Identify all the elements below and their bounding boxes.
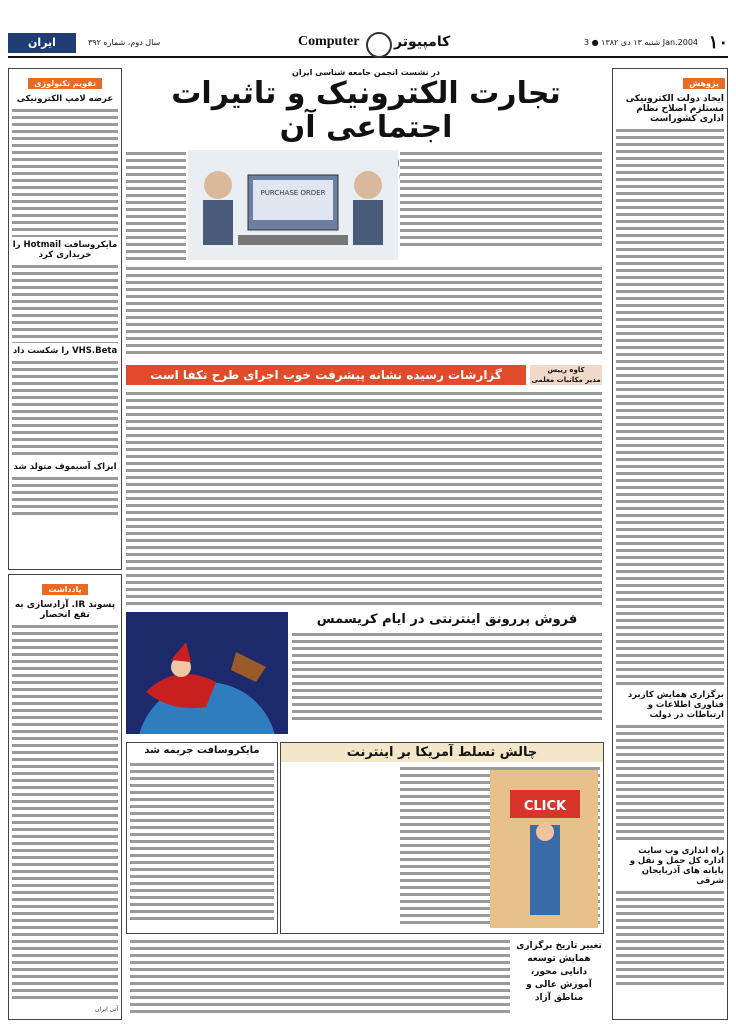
banner-author <box>530 365 602 385</box>
right-bottom-text2 <box>616 889 724 989</box>
globe-icon <box>366 32 392 58</box>
left-text1 <box>12 107 118 237</box>
right-bottom-headline2: راه اندازی وب سایت اداره کل حمل و نقل و پایانه های آذربایجان شرقی <box>629 846 724 886</box>
tkfa-banner-title: گزارشات رسیده نشانه پیشرفت خوب اجرای طرح تکفا است <box>150 368 502 382</box>
tkfa-banner <box>126 365 526 385</box>
article-side-text <box>126 150 186 260</box>
banner-author-role: مدیر مکاتبات معلمی <box>531 376 601 384</box>
issue-number: سال دوم، شماره ۳۹۲ <box>88 38 161 47</box>
event-text <box>130 938 510 1014</box>
pc-screen-label: PURCHASE ORDER <box>260 189 326 197</box>
research-tab: پژوهش <box>683 78 725 89</box>
left-h5: پسوند IR. آزادسازی به نفع انحصار <box>14 600 116 620</box>
computer-illustration <box>188 150 398 260</box>
left-text2 <box>12 263 118 343</box>
right-bottom-text <box>616 723 724 843</box>
brand-fa: کامپیوتر <box>394 34 451 50</box>
click-sign-label: CLICK <box>523 799 567 814</box>
newspaper-logo: ایران <box>8 33 76 53</box>
right-bottom-headline: برگزاری همایش کاربرد فناوری اطلاعات و ارتباطات در دولت <box>627 690 724 720</box>
microsoft-text <box>130 761 274 923</box>
issue-date: شنبه ۱۳ دی ۱۳۸۲ ● 3 Jan.2004 <box>583 38 698 47</box>
left-text3 <box>12 359 118 459</box>
article-title-line1: تجارت الکترونیک و تاثیرات اجتماعی آن <box>171 76 561 145</box>
internet-title: چالش تسلط آمریکا بر اینترنت <box>281 743 603 762</box>
microsoft-title: مایکروسافت جریمه شد <box>144 745 260 756</box>
microsoft-article <box>126 742 278 934</box>
event-title: تغییر تاریخ برگزاری همایش توسعه دانایی محور، آموزش عالی و مناطق آزاد <box>516 941 602 1003</box>
right-headline: ایجاد دولت الکترونیکی مستلزم اصلاح نظام اداری کشوراست <box>625 94 724 124</box>
article-kicker: در نشست انجمن جامعه شناسی ایران <box>292 68 440 77</box>
left-h1: عرضه لامپ الکترونیکی <box>16 94 114 104</box>
christmas-text <box>292 631 602 723</box>
left-column <box>8 68 122 570</box>
left-h4: ایزاک آسیموف متولد شد <box>13 462 117 472</box>
tkfa-article-text <box>126 390 602 608</box>
left-text4 <box>12 475 118 515</box>
left-h3: VHS.Beta را شکست داد <box>12 346 118 356</box>
page-header <box>8 32 728 58</box>
christmas-title: فروش پررونق اینترنتی در ایام کریسمس <box>316 612 578 627</box>
page-number: ١٠ <box>708 32 728 53</box>
right-body-text <box>616 127 724 687</box>
article-intro-text <box>400 150 602 250</box>
note-tab: یادداشت <box>42 584 87 595</box>
left-h2: مایکروسافت Hotmail را خریداری کرد <box>12 240 118 260</box>
left-text5 <box>12 623 118 1003</box>
left-footer: آتی ایران <box>95 1006 118 1013</box>
christmas-article <box>292 612 602 734</box>
click-illustration <box>490 770 598 928</box>
event-article <box>126 938 602 1018</box>
article-columns <box>126 265 602 357</box>
brand-en: Computer <box>298 34 360 49</box>
christmas-illustration <box>126 612 288 734</box>
right-column <box>612 68 728 1020</box>
tech-calendar-tab: تقویم تکنولوژی <box>28 78 102 89</box>
left-note-column <box>8 574 122 1020</box>
banner-author-name: کاوه رییس <box>547 366 585 374</box>
